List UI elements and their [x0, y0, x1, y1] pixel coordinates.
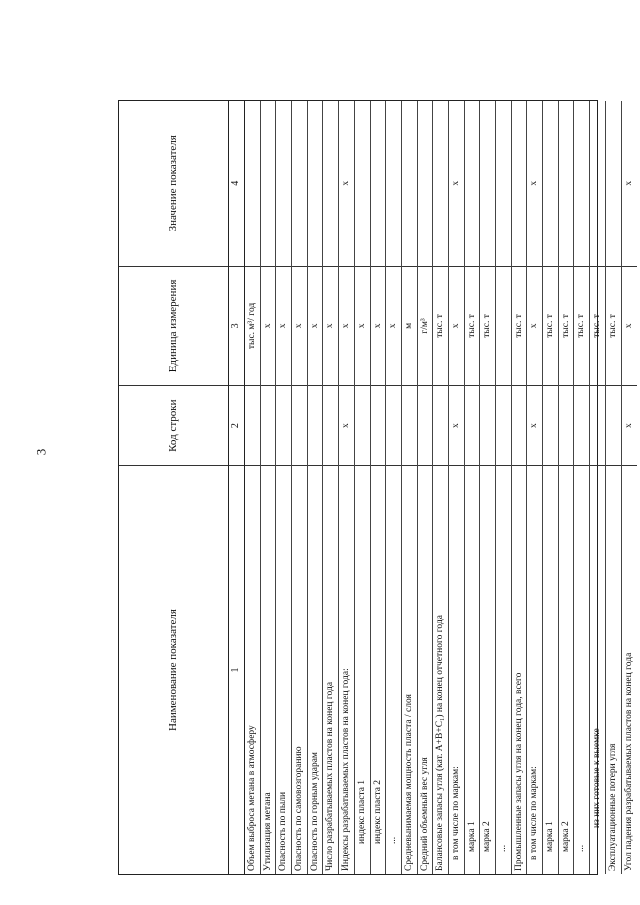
row-value	[543, 101, 558, 266]
row-code	[433, 385, 448, 465]
table-row	[276, 101, 292, 874]
row-value	[371, 101, 386, 266]
header-unit: Единица измерения	[119, 266, 228, 386]
table-row	[590, 101, 606, 874]
row-unit: х	[261, 266, 276, 386]
row-unit: тыс. т	[574, 266, 589, 386]
header-name: Наименование показателя	[119, 465, 228, 874]
row-code	[292, 385, 307, 465]
table-row	[512, 101, 528, 874]
row-value: х	[623, 180, 634, 186]
indicators-table	[118, 100, 634, 875]
row-unit: х	[386, 266, 401, 386]
table-row	[622, 101, 638, 874]
row-value: х	[529, 180, 540, 186]
table-row	[245, 101, 261, 874]
row-code	[465, 385, 480, 465]
row-unit: х	[622, 266, 638, 386]
row-unit: тыс. т	[512, 266, 527, 386]
row-code: х	[339, 385, 354, 465]
row-name: марка 2	[480, 465, 495, 874]
table-row	[418, 101, 434, 874]
row-name: марка 1	[543, 465, 558, 874]
row-value	[433, 101, 448, 266]
table-row	[308, 101, 324, 874]
row-unit	[496, 266, 511, 386]
row-unit: тыс. т	[543, 266, 558, 386]
row-code	[606, 385, 621, 465]
row-name: марка 2	[559, 465, 574, 874]
header-code: Код строки	[119, 385, 228, 465]
row-code	[480, 385, 495, 465]
table-row	[543, 101, 559, 874]
row-code: х	[527, 385, 542, 465]
row-code	[574, 385, 589, 465]
table-row	[371, 101, 387, 874]
row-code: х	[449, 385, 464, 465]
row-value	[418, 101, 433, 266]
row-value	[276, 101, 291, 266]
row-name: индекс пласта 1	[355, 465, 370, 874]
row-name: ...	[386, 465, 401, 874]
row-unit: м	[402, 266, 417, 386]
row-name: в том числе по маркам:	[449, 465, 464, 874]
table-row	[292, 101, 308, 874]
row-value	[355, 101, 370, 266]
table-row	[386, 101, 402, 874]
row-unit: х	[308, 266, 323, 386]
row-value	[512, 101, 527, 266]
table-row	[433, 101, 449, 874]
row-value	[496, 101, 511, 266]
row-name: Эксплуатационные потери угля	[606, 465, 621, 874]
row-name: Опасность по пыли	[276, 465, 291, 874]
table-row	[606, 101, 622, 874]
row-value	[559, 101, 574, 266]
col-number-2: 2	[229, 385, 244, 465]
row-value	[292, 101, 307, 266]
row-unit: г/м³	[418, 266, 433, 386]
table-row	[261, 101, 277, 874]
row-code	[512, 385, 527, 465]
row-code	[386, 385, 401, 465]
row-unit: тыс. м³/ год	[245, 266, 260, 386]
row-unit: х	[276, 266, 291, 386]
row-code	[323, 385, 338, 465]
row-name: ...	[574, 465, 589, 874]
row-code	[559, 385, 574, 465]
row-value	[590, 101, 605, 266]
table-row	[527, 101, 543, 874]
row-name: ...	[496, 465, 511, 874]
col-number-1: 1	[229, 465, 244, 874]
row-code	[245, 385, 260, 465]
table-row	[449, 101, 465, 874]
row-code	[261, 385, 276, 465]
row-name: Угол падения разрабатываемых пластов на конец года	[622, 465, 638, 874]
row-unit: х	[371, 266, 386, 386]
row-name: Число разрабатываемых пластов на конец года	[323, 465, 338, 874]
row-unit: х	[292, 266, 307, 386]
table-row	[355, 101, 371, 874]
row-name: Средневынимаемая мощность пласта / слоя	[402, 465, 417, 874]
row-name: из них готовые к выемке	[590, 465, 605, 874]
row-code: х	[622, 385, 638, 465]
row-name: Утилизация метана	[261, 465, 276, 874]
column-number-row	[229, 101, 245, 874]
table-row	[402, 101, 418, 874]
row-code	[355, 385, 370, 465]
page-number: 3	[33, 448, 49, 456]
row-name: Опасность по самовозгоранию	[292, 465, 307, 874]
row-name: Опасность по горным ударам	[308, 465, 323, 874]
row-unit: тыс. т	[433, 266, 448, 386]
header-value: Значение показателя	[167, 135, 179, 232]
row-value	[245, 101, 260, 266]
row-value	[261, 101, 276, 266]
row-value	[323, 101, 338, 266]
row-code	[402, 385, 417, 465]
row-value	[465, 101, 480, 266]
row-value	[574, 101, 589, 266]
row-value	[480, 101, 495, 266]
row-name: Средний объемный вес угля	[418, 465, 433, 874]
row-unit: тыс. т	[465, 266, 480, 386]
row-unit: тыс. т	[606, 266, 621, 386]
row-name: Балансовые запасы угля (кат. А+В+С₁) на конец отчетного года	[433, 465, 448, 874]
rotated-table-area	[118, 30, 634, 875]
table-row	[496, 101, 512, 874]
row-value: х	[341, 180, 352, 186]
row-unit: тыс. т	[480, 266, 495, 386]
row-unit: х	[339, 266, 354, 386]
row-unit: х	[527, 266, 542, 386]
col-number-4: 4	[230, 180, 241, 186]
row-unit: х	[323, 266, 338, 386]
row-code	[418, 385, 433, 465]
row-code	[371, 385, 386, 465]
table-header-row	[119, 101, 229, 874]
row-value	[402, 101, 417, 266]
row-value: х	[450, 180, 461, 186]
row-code	[276, 385, 291, 465]
row-value	[308, 101, 323, 266]
row-name: Промышленные запасы угля на конец года, всего	[512, 465, 527, 874]
table-row	[323, 101, 339, 874]
row-unit: х	[449, 266, 464, 386]
row-unit: тыс. т	[559, 266, 574, 386]
row-code	[496, 385, 511, 465]
table-row	[465, 101, 481, 874]
row-unit: х	[355, 266, 370, 386]
row-name: Объем выброса метана в атмосферу	[245, 465, 260, 874]
row-name: Индексы разрабатываемых пластов на конец года:	[339, 465, 354, 874]
row-code	[543, 385, 558, 465]
row-name: в том числе по маркам:	[527, 465, 542, 874]
table-row	[574, 101, 590, 874]
table-row	[559, 101, 575, 874]
table-row	[339, 101, 355, 874]
row-unit: тыс. т	[590, 266, 605, 386]
row-value	[606, 101, 621, 266]
col-number-3: 3	[229, 266, 244, 386]
row-name: марка 1	[465, 465, 480, 874]
row-name: индекс пласта 2	[371, 465, 386, 874]
row-value	[386, 101, 401, 266]
row-code	[590, 385, 605, 465]
table-row	[480, 101, 496, 874]
row-code	[308, 385, 323, 465]
